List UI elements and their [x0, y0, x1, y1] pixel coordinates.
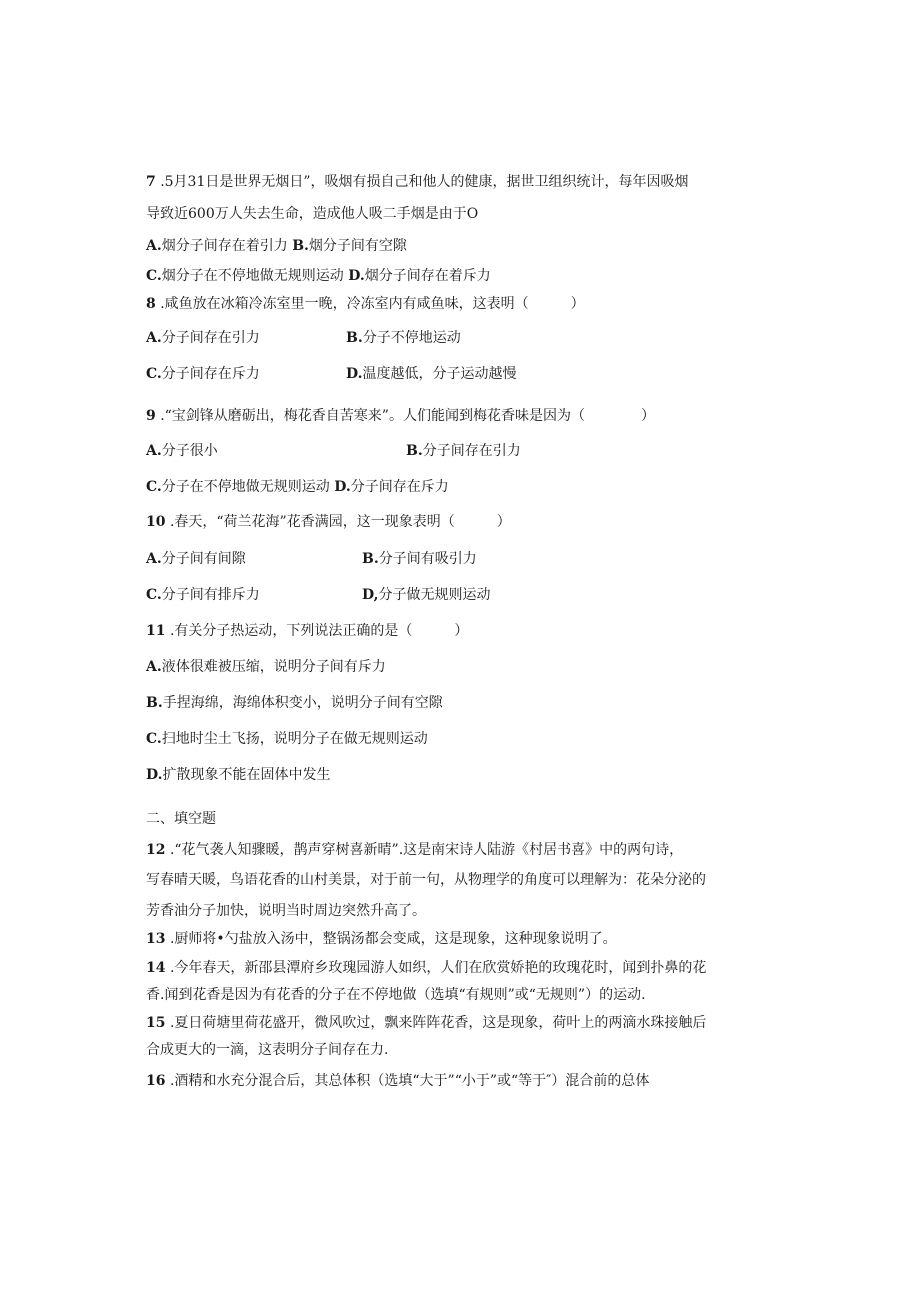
question-11-option-b	[146, 693, 443, 713]
question-8-option-a	[146, 328, 260, 348]
question-text: .夏日荷塘里荷花盛开，微风吹过，飘来阵阵花香，这是现象，荷叶上的两滴水珠接触后	[169, 1015, 707, 1031]
question-12-line-2: 写春晴天暖，鸟语花香的山村美景，对于前一句，从物理学的角度可以理解为：花朵分泌的	[146, 872, 706, 888]
section-heading: 二、填空题	[146, 811, 216, 827]
option-b-text: 分子间存在引力	[422, 443, 521, 459]
question-10-stem	[146, 512, 511, 532]
question-9-option-a	[146, 441, 218, 461]
question-10-option-c	[146, 585, 260, 605]
question-7-options-ab	[146, 236, 407, 256]
option-a-label: A.	[146, 238, 162, 254]
question-11-stem	[146, 621, 468, 641]
question-text: .5月31日是世界无烟日”，吸烟有损自己和他人的健康，据世卫组织统计，每年因吸烟	[160, 174, 689, 190]
question-8-option-b	[346, 328, 461, 348]
option-d-label: D.	[146, 767, 163, 783]
question-number: 12	[146, 842, 166, 858]
option-c-text: 分子在不停地做无规则运动	[161, 479, 330, 495]
question-8-stem	[146, 294, 585, 314]
option-c-label: C.	[146, 587, 162, 603]
option-d-text: 温度越低，分子运动越慢	[362, 366, 517, 382]
question-number: 14	[146, 960, 166, 976]
question-text: .有关分子热运动，下列说法正确的是（ ）	[169, 623, 469, 639]
question-text: .厨师将•勺盐放入汤中，整锅汤都会变咸，这是现象，这种现象说明了。	[169, 931, 617, 947]
question-7-options-cd	[146, 266, 491, 286]
question-10-option-a	[146, 549, 246, 569]
option-b-text: 分子不停地运动	[362, 330, 461, 346]
option-c-text: 烟分子在不停地做无规则运动	[161, 268, 344, 284]
option-c-label: C.	[146, 366, 162, 382]
question-number: 9	[146, 408, 156, 424]
option-a-label: A.	[146, 330, 162, 346]
option-a-text: 液体很难被压缩，说明分子间有斥力	[161, 659, 386, 675]
question-12-line-3: 芳香油分子加快，说明当时周边突然升高了。	[146, 903, 426, 919]
question-text: .酒精和水充分混合后，其总体积（选填“大于”“小于”或“等于″）混合前的总体	[169, 1073, 650, 1089]
option-b-label: B.	[406, 443, 423, 459]
question-16	[146, 1071, 649, 1091]
question-8-option-c	[146, 364, 260, 384]
question-10-option-d	[362, 585, 491, 605]
option-c-text: 扫地时尘土飞扬，说明分子在做无规则运动	[161, 731, 428, 747]
option-d-label: D,	[362, 587, 379, 603]
question-number: 8	[146, 296, 156, 312]
question-number: 11	[146, 623, 166, 639]
question-text: .今年春天，新邵县潭府乡玫瑰园游人如织，人们在欣赏娇艳的玫瑰花时，闻到扑鼻的花	[169, 960, 707, 976]
option-a-text: 分子间存在引力	[161, 330, 260, 346]
question-text: .“花气袭人知骤暖，鹊声穿树喜新晴”.这是南宋诗人陆游《村居书喜》中的两句诗，	[169, 842, 684, 858]
question-9-options-cd	[146, 477, 449, 497]
question-15-line-1	[146, 1013, 706, 1033]
question-14-line-1	[146, 958, 706, 978]
question-9-stem	[146, 406, 655, 426]
option-d-label: D.	[346, 366, 363, 382]
option-a-label: A.	[146, 551, 162, 567]
question-number: 13	[146, 931, 166, 947]
option-c-text: 分子间有排斥力	[161, 587, 260, 603]
question-number: 7	[146, 174, 156, 190]
option-c-label: C.	[146, 479, 162, 495]
option-d-text: 扩散现象不能在固体中发生	[162, 767, 331, 783]
option-c-text: 分子间存在斥力	[161, 366, 260, 382]
question-7-line-1	[146, 172, 689, 192]
option-b-text: 烟分子间有空隙	[308, 238, 407, 254]
option-c-label: C.	[146, 731, 162, 747]
question-12-line-1	[146, 840, 683, 860]
question-number: 10	[146, 514, 166, 530]
question-10-option-b	[362, 549, 477, 569]
option-b-text: 手捏海绵，海绵体积变小，说明分子间有空隙	[162, 695, 443, 711]
question-text: .春天，“荷兰花海”花香满园，这一现象表明（ ）	[169, 514, 511, 530]
option-d-text: 烟分子间存在着斥力	[364, 268, 491, 284]
question-13	[146, 929, 617, 949]
option-d-label: D.	[334, 479, 351, 495]
option-a-text: 烟分子间存在着引力	[161, 238, 288, 254]
question-number: 16	[146, 1073, 166, 1089]
option-a-label: A.	[146, 659, 162, 675]
option-a-label: A.	[146, 443, 162, 459]
option-b-text: 分子间有吸引力	[378, 551, 477, 567]
option-a-text: 分子很小	[161, 443, 218, 459]
question-text: .“宝剑锋从磨砺出，梅花香自苦寒来”。人们能闻到梅花香味是因为（ ）	[160, 408, 655, 424]
question-number: 15	[146, 1015, 166, 1031]
question-11-option-a	[146, 657, 386, 677]
option-b-label: B.	[346, 330, 363, 346]
option-c-label: C.	[146, 268, 162, 284]
option-a-text: 分子间有间隙	[161, 551, 246, 567]
question-15-line-2: 合成更大的一滴，这表明分子间存在力.	[146, 1042, 389, 1058]
option-b-label: B.	[146, 695, 163, 711]
question-8-option-d	[346, 364, 517, 384]
question-11-option-d	[146, 765, 331, 785]
option-d-text: 分子做无规则运动	[378, 587, 491, 603]
question-7-line-2: 导致近600万人失去生命，造成他人吸二手烟是由于O	[146, 206, 479, 222]
option-d-label: D.	[348, 268, 365, 284]
question-9-option-b	[406, 441, 521, 461]
question-11-option-c	[146, 729, 428, 749]
option-b-label: B.	[362, 551, 379, 567]
question-text: .咸鱼放在冰箱冷冻室里一晚，冷冻室内有咸鱼味，这表明（ ）	[160, 296, 585, 312]
question-14-line-2: 香.闻到花香是因为有花香的分子在不停地做（选填“有规则”或“无规则”）的运动.	[146, 987, 646, 1003]
option-d-text: 分子间存在斥力	[350, 479, 449, 495]
option-b-label: B.	[292, 238, 309, 254]
